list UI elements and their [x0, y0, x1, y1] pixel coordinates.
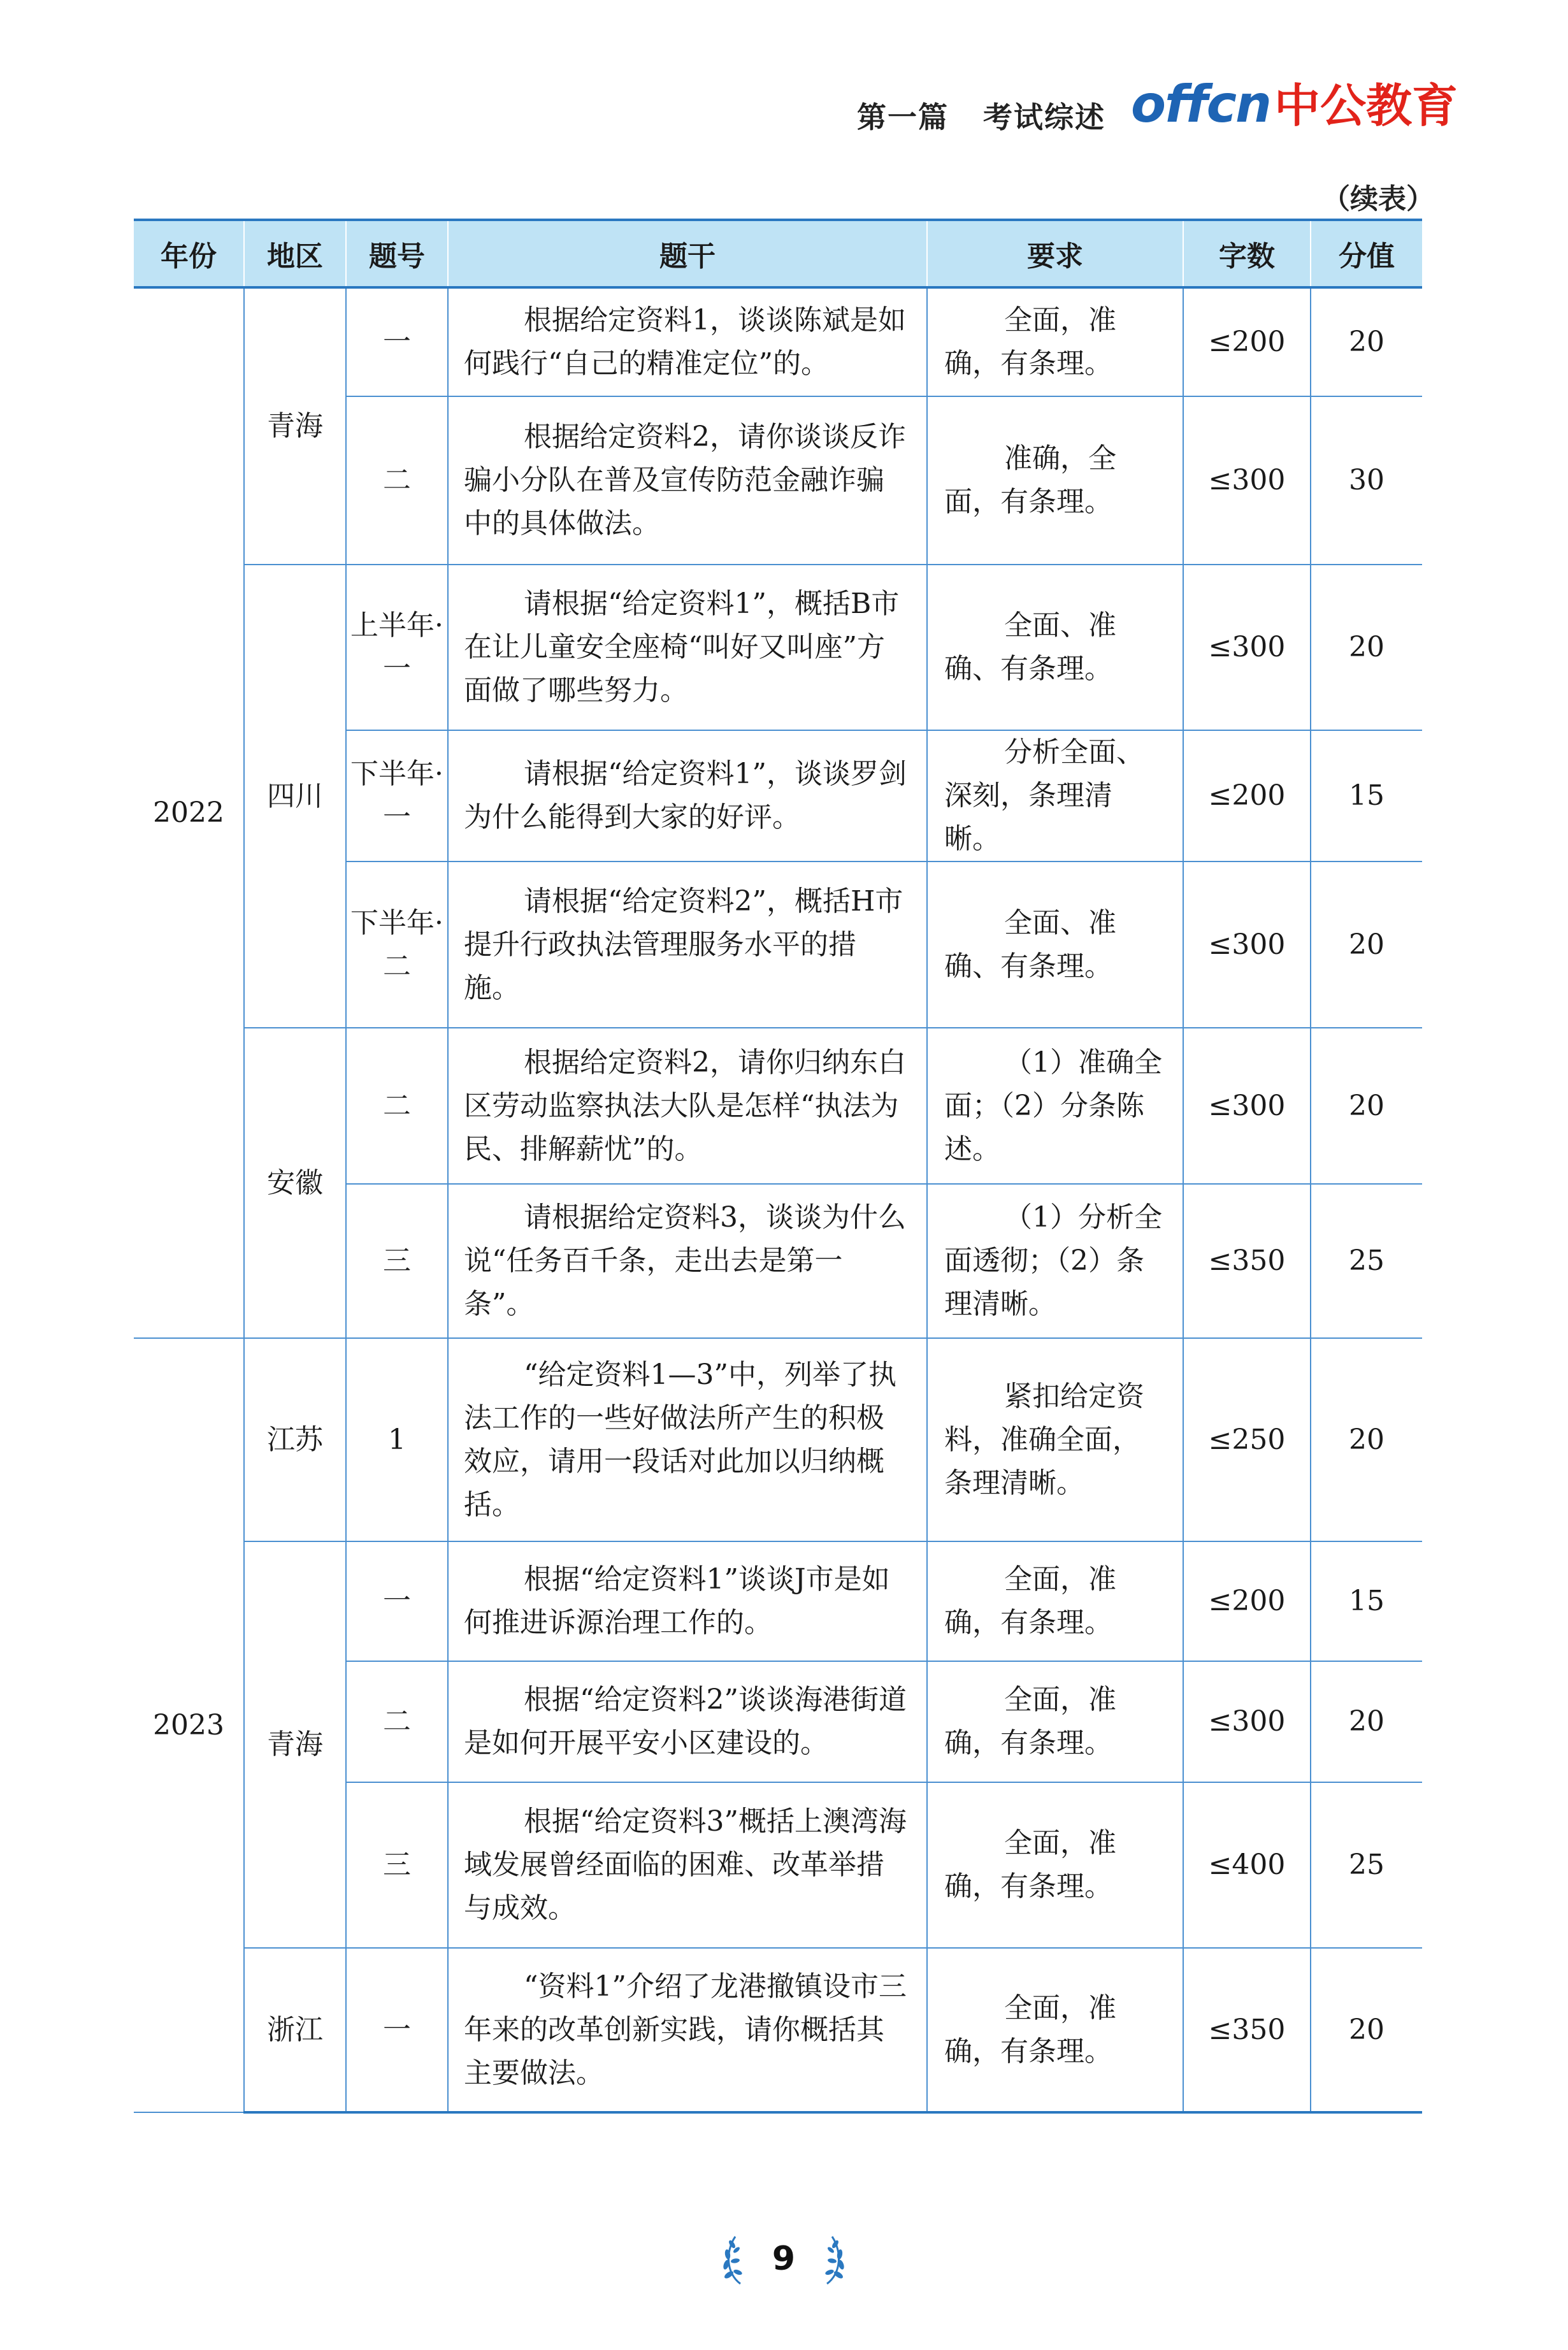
word-count-cell: ≤350 [1183, 1948, 1311, 2112]
header-year: 年份 [134, 220, 244, 287]
table-row [134, 1028, 1422, 1184]
score-cell: 20 [1311, 1028, 1422, 1184]
word-count-cell: ≤300 [1183, 1661, 1311, 1782]
word-count-cell: ≤300 [1183, 1028, 1311, 1184]
page-footer [720, 2224, 847, 2294]
word-count-cell: ≤200 [1183, 730, 1311, 861]
region-cell: 安徽 [244, 1028, 346, 1338]
page-number: 9 [772, 2240, 796, 2278]
question-number-cell: 1 [346, 1338, 448, 1541]
laurel-left-icon [721, 2233, 747, 2286]
question-number-cell: 三 [346, 1184, 448, 1338]
requirement-cell: 全面，准确，有条理。 [927, 1541, 1183, 1661]
section-title: 第一篇 [857, 100, 949, 134]
table-row [134, 287, 1422, 396]
table-row [134, 565, 1422, 730]
logo-chinese: 中公教育 [1274, 79, 1458, 133]
region-cell: 四川 [244, 565, 346, 1028]
word-count-cell: ≤300 [1183, 565, 1311, 730]
score-cell: 20 [1311, 861, 1422, 1028]
score-cell: 20 [1311, 1948, 1422, 2112]
requirement-cell: 全面，准确，有条理。 [927, 1948, 1183, 2112]
subsection-title: 考试综述 [983, 100, 1105, 134]
question-number-cell: 二 [346, 396, 448, 565]
region-cell: 青海 [244, 287, 346, 565]
requirement-cell: （1）准确全面；（2）分条陈述。 [927, 1028, 1183, 1184]
region-cell: 江苏 [244, 1338, 346, 1541]
question-number-cell: 下半年·一 [346, 730, 448, 861]
publisher-logo [1131, 69, 1458, 139]
requirement-cell: 全面，准确，有条理。 [927, 1661, 1183, 1782]
table-row [134, 1948, 1422, 2112]
word-count-cell: ≤300 [1183, 396, 1311, 565]
question-stem-cell: “资料1”介绍了龙港撤镇设市三年来的改革创新实践，请你概括其主要做法。 [448, 1948, 927, 2112]
score-cell: 15 [1311, 1541, 1422, 1661]
question-stem-cell: 请根据“给定资料2”，概括H市提升行政执法管理服务水平的措施。 [448, 861, 927, 1028]
requirement-cell: 紧扣给定资料，准确全面，条理清晰。 [927, 1338, 1183, 1541]
year-cell: 2023 [134, 1338, 244, 2112]
question-number-cell: 下半年·二 [346, 861, 448, 1028]
requirement-cell: 准确，全面，有条理。 [927, 396, 1183, 565]
question-stem-cell: 根据“给定资料1”谈谈J市是如何推进诉源治理工作的。 [448, 1541, 927, 1661]
exam-questions-table [134, 219, 1422, 2114]
year-cell: 2022 [134, 287, 244, 1338]
laurel-right-icon [821, 2233, 846, 2286]
score-cell: 20 [1311, 1661, 1422, 1782]
question-stem-cell: 请根据“给定资料1”，概括B市在让儿童安全座椅“叫好又叫座”方面做了哪些努力。 [448, 565, 927, 730]
word-count-cell: ≤400 [1183, 1782, 1311, 1948]
word-count-cell: ≤200 [1183, 1541, 1311, 1661]
header-question-stem: 题干 [448, 220, 927, 287]
score-cell: 30 [1311, 396, 1422, 565]
word-count-cell: ≤250 [1183, 1338, 1311, 1541]
table-row [134, 1338, 1422, 1541]
question-number-cell: 一 [346, 1541, 448, 1661]
question-stem-cell: 根据“给定资料3”概括上澳湾海域发展曾经面临的困难、改革举措与成效。 [448, 1782, 927, 1948]
table-row [134, 1541, 1422, 1661]
word-count-cell: ≤350 [1183, 1184, 1311, 1338]
question-number-cell: 一 [346, 287, 448, 396]
question-stem-cell: 根据给定资料2，请你归纳东白区劳动监察执法大队是怎样“执法为民、排解薪忧”的。 [448, 1028, 927, 1184]
header-score: 分值 [1311, 220, 1422, 287]
running-header [857, 94, 1105, 136]
question-number-cell: 二 [346, 1661, 448, 1782]
region-cell: 浙江 [244, 1948, 346, 2112]
requirement-cell: 全面，准确，有条理。 [927, 287, 1183, 396]
score-cell: 20 [1311, 287, 1422, 396]
header-question-number: 题号 [346, 220, 448, 287]
requirement-cell: 全面、准确、有条理。 [927, 565, 1183, 730]
table-header-row [134, 220, 1422, 287]
logo-latin: offcn [1131, 75, 1270, 134]
question-number-cell: 一 [346, 1948, 448, 2112]
continued-label: （续表） [1322, 183, 1434, 215]
score-cell: 15 [1311, 730, 1422, 861]
header-word-count: 字数 [1183, 220, 1311, 287]
header-region: 地区 [244, 220, 346, 287]
question-stem-cell: 请根据“给定资料1”，谈谈罗剑为什么能得到大家的好评。 [448, 730, 927, 861]
requirement-cell: 全面、准确、有条理。 [927, 861, 1183, 1028]
requirement-cell: 全面，准确，有条理。 [927, 1782, 1183, 1948]
question-number-cell: 上半年·一 [346, 565, 448, 730]
region-cell: 青海 [244, 1541, 346, 1948]
requirement-cell: （1）分析全面透彻；（2）条理清晰。 [927, 1184, 1183, 1338]
question-stem-cell: 根据“给定资料2”谈谈海港街道是如何开展平安小区建设的。 [448, 1661, 927, 1782]
question-stem-cell: 根据给定资料2，请你谈谈反诈骗小分队在普及宣传防范金融诈骗中的具体做法。 [448, 396, 927, 565]
question-stem-cell: 根据给定资料1，谈谈陈斌是如何践行“自己的精准定位”的。 [448, 287, 927, 396]
score-cell: 20 [1311, 1338, 1422, 1541]
requirement-cell: 分析全面、深刻，条理清晰。 [927, 730, 1183, 861]
score-cell: 25 [1311, 1782, 1422, 1948]
question-number-cell: 二 [346, 1028, 448, 1184]
question-stem-cell: 请根据给定资料3，谈谈为什么说“任务百千条，走出去是第一条”。 [448, 1184, 927, 1338]
word-count-cell: ≤200 [1183, 287, 1311, 396]
score-cell: 20 [1311, 565, 1422, 730]
header-requirement: 要求 [927, 220, 1183, 287]
word-count-cell: ≤300 [1183, 861, 1311, 1028]
question-number-cell: 三 [346, 1782, 448, 1948]
score-cell: 25 [1311, 1184, 1422, 1338]
question-stem-cell: “给定资料1—3”中，列举了执法工作的一些好做法所产生的积极效应，请用一段话对此加以归纳概括。 [448, 1338, 927, 1541]
